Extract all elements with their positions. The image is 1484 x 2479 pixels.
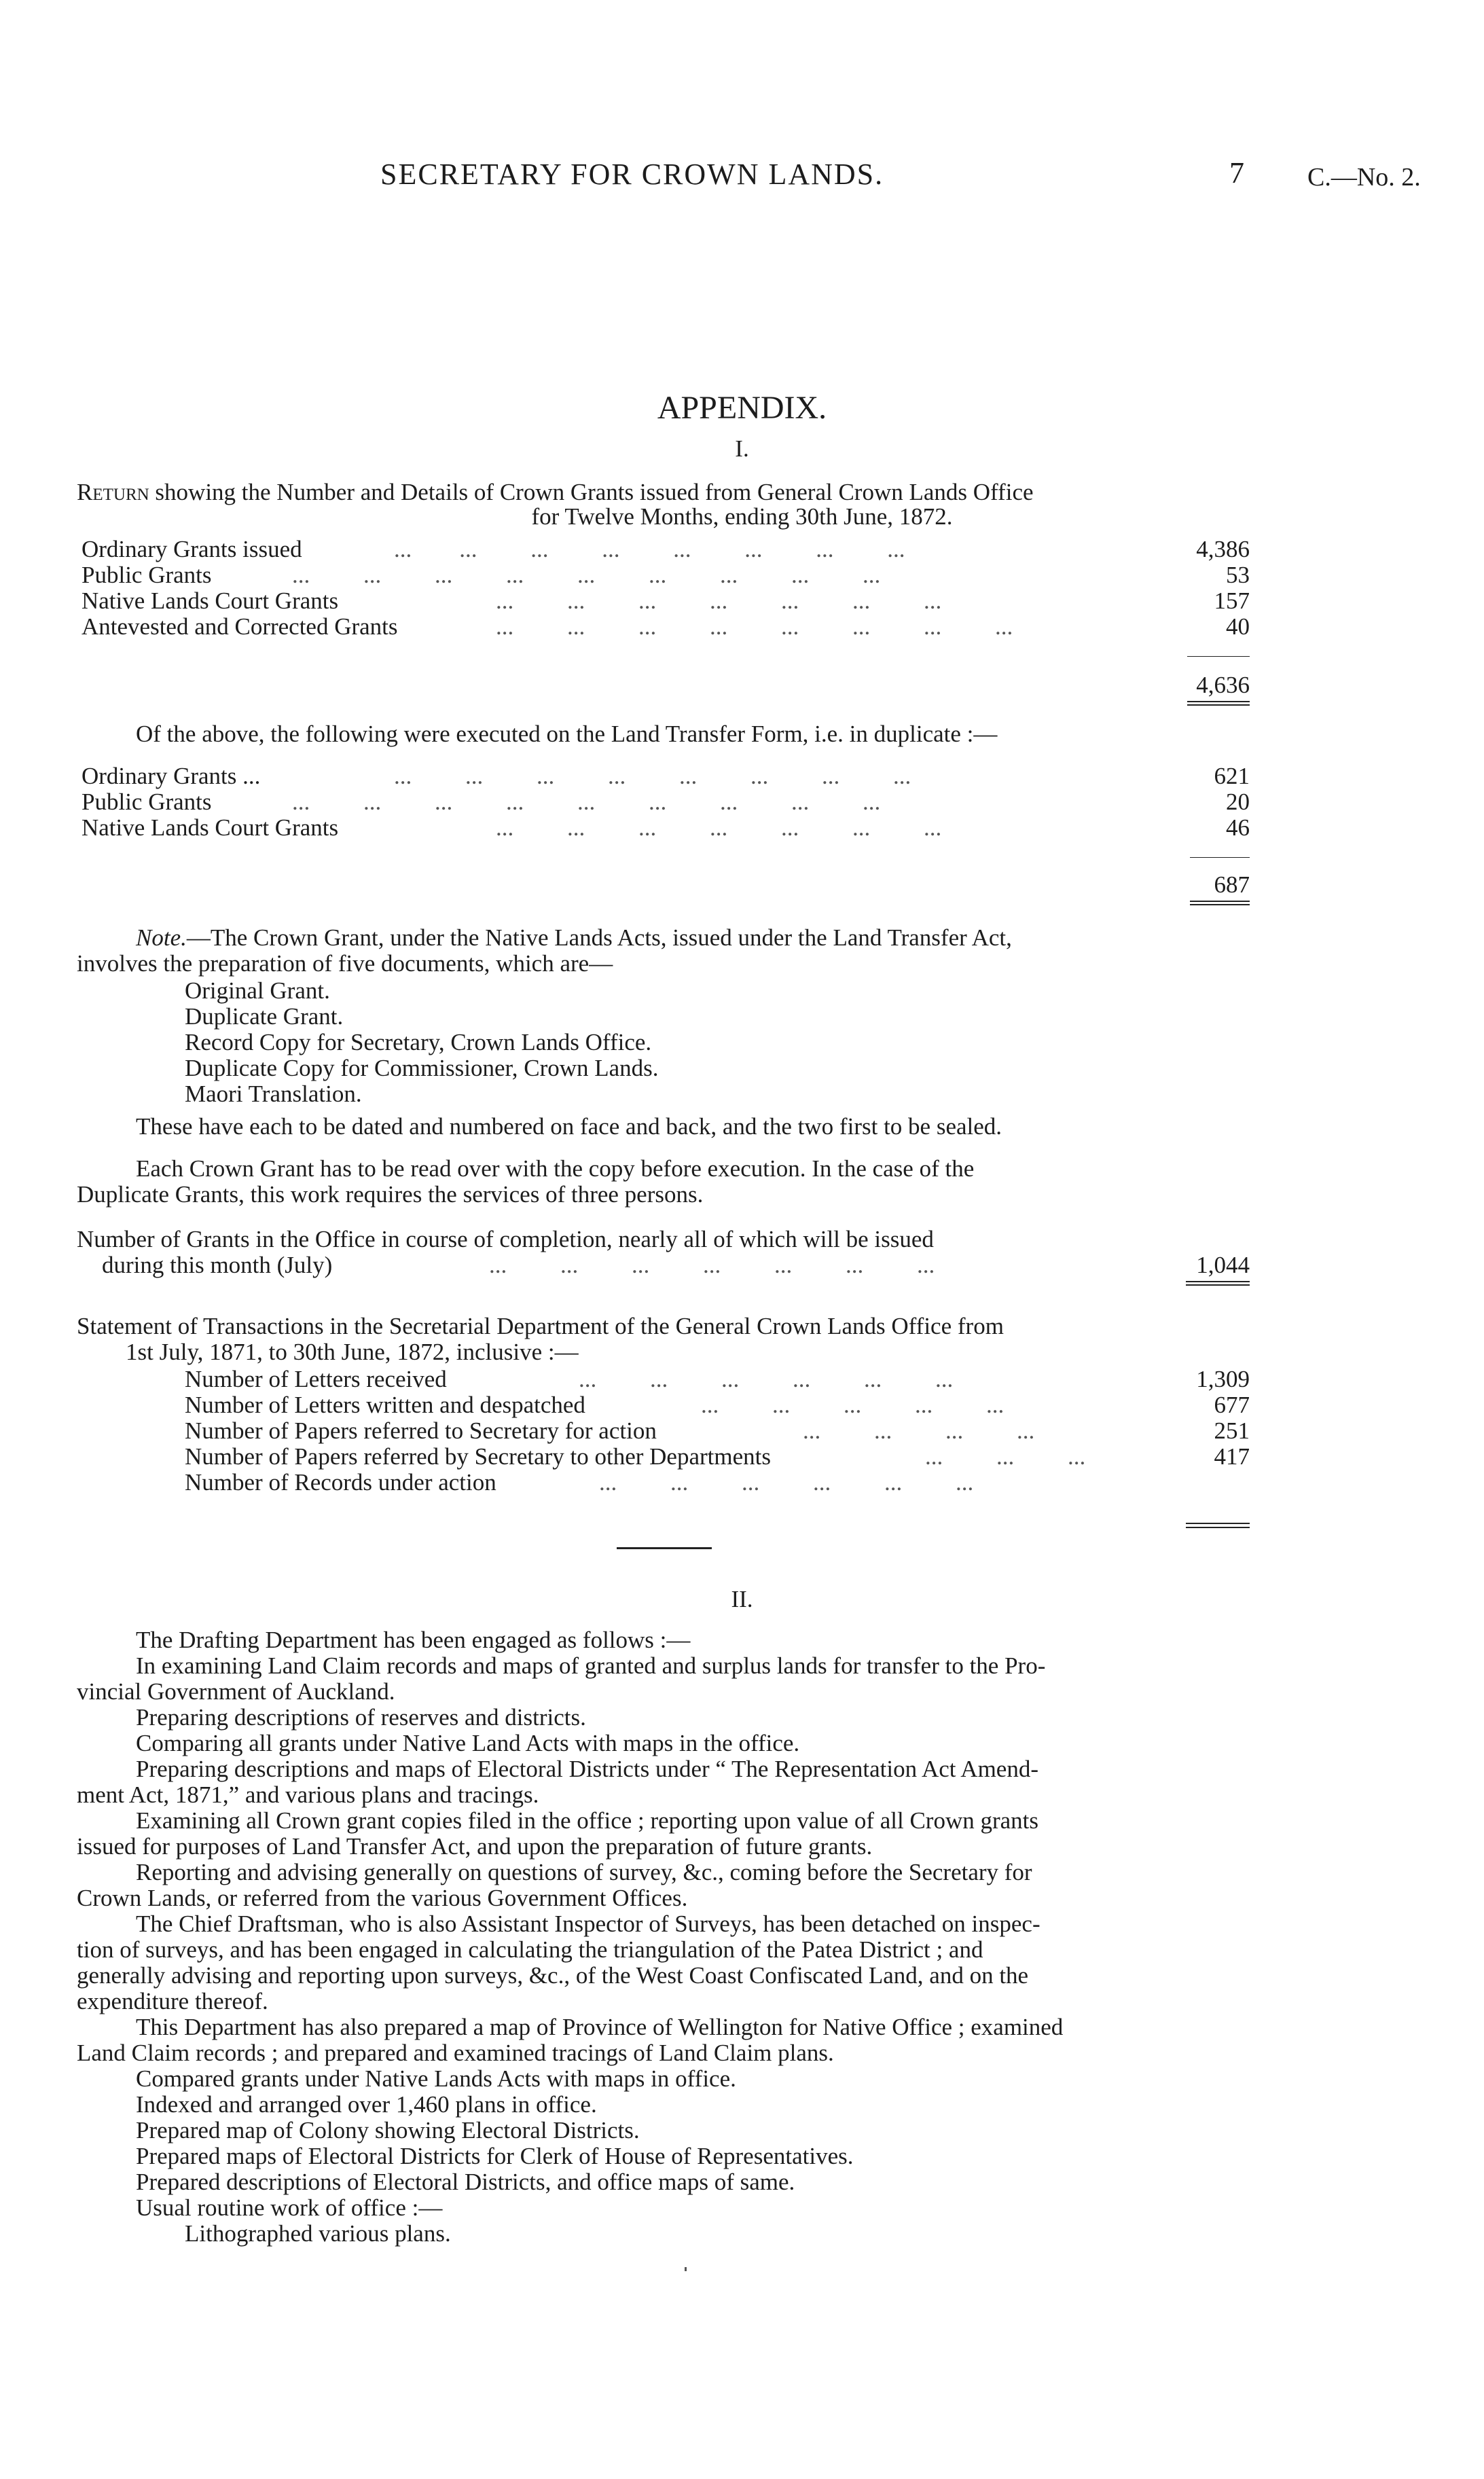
section-two-line: Land Claim records ; and prepared and examined tracings of Land Claim plans.	[77, 2040, 834, 2066]
sum-rule	[1187, 656, 1250, 657]
transactions-row: Number of Papers referred to Secretary for action ... ... ... ... 251	[185, 1417, 1250, 1444]
grants-row-value: 4,386	[1196, 536, 1250, 562]
section-two-line: Prepared descriptions of Electoral Districts, and office maps of same.	[136, 2169, 795, 2195]
transactions-row-value: 1,309	[1196, 1366, 1250, 1392]
duplicates-row-label: Ordinary Grants ...	[82, 763, 261, 789]
document-item: Original Grant.	[185, 977, 330, 1004]
section-two-numeral: II.	[731, 1586, 753, 1612]
page-number: 7	[1229, 156, 1244, 189]
in-course-row: during this month (July) ... ... ... ... ... ... ... 1,044	[102, 1252, 1250, 1278]
grants-row: Antevested and Corrected Grants ... ... ... ... ... ... ... ... 40	[82, 613, 1250, 640]
print-mark	[685, 2267, 687, 2271]
in-course-line1: Number of Grants in the Office in course of completion, nearly all of which will be issued	[77, 1226, 934, 1252]
note-text: —The Crown Grant, under the Native Lands Acts, issued under the Land Transfer Act,	[186, 924, 1012, 951]
transactions-row: Number of Letters written and despatched ... ... ... ... ... 677	[185, 1392, 1250, 1418]
section-two-line: tion of surveys, and has been engaged in calculating the triangulation of the Patea District ; and	[77, 1936, 983, 1963]
dated-text: These have each to be dated and numbered on face and back, and the two first to be sealed.	[136, 1113, 1002, 1140]
transactions-row-value: 417	[1214, 1443, 1250, 1470]
document-item: Duplicate Copy for Commissioner, Crown Lands.	[185, 1055, 659, 1081]
grants-row: Public Grants ... ... ... ... ... ... ... ... ... 53	[82, 562, 1250, 588]
duplicates-row: Native Lands Court Grants ... ... ... ... ... ... ... 46	[82, 814, 1250, 841]
read-text-line2: Duplicate Grants, this work requires the services of three persons.	[77, 1181, 704, 1208]
statement-line2: 1st July, 1871, to 30th June, 1872, inclusive :—	[126, 1339, 579, 1365]
duplicates-row-value: 46	[1226, 814, 1250, 841]
total-double-rule	[1186, 1523, 1250, 1524]
section-two-line: Comparing all grants under Native Land Acts with maps in the office.	[136, 1730, 800, 1756]
section-two-line: expenditure thereof.	[77, 1988, 268, 2014]
duplicates-row-label: Public Grants	[82, 789, 212, 815]
total-double-rule	[1186, 1527, 1250, 1528]
transactions-row-label: Number of Letters written and despatched	[185, 1392, 585, 1418]
section-two-line: This Department has also prepared a map of Province of Wellington for Native Office ; examined	[136, 2014, 1064, 2040]
return-heading-line1	[77, 479, 1248, 505]
section-two-line: The Chief Draftsman, who is also Assistant Inspector of Surveys, has been detached on inspec-	[136, 1911, 1040, 1937]
transactions-row: Number of Letters received ... ... ... ... ... ... 1,309	[185, 1366, 1250, 1392]
grants-row-label: Public Grants	[82, 562, 212, 588]
statement-line1: Statement of Transactions in the Secretarial Department of the General Crown Lands Office from	[77, 1313, 1004, 1339]
grants-row-label: Native Lands Court Grants	[82, 587, 339, 614]
transactions-row-label: Number of Records under action	[185, 1469, 496, 1496]
document-item: Duplicate Grant.	[185, 1003, 344, 1030]
duplicates-total: 687	[1214, 871, 1250, 898]
return-heading-line2: for Twelve Months, ending 30th June, 1872.	[531, 503, 953, 530]
document-item: Record Copy for Secretary, Crown Lands Office.	[185, 1029, 652, 1055]
total-double-rule	[1186, 1284, 1250, 1286]
section-two-line: Prepared maps of Electoral Districts for Clerk of House of Representatives.	[136, 2143, 854, 2169]
grants-total-row	[1155, 672, 1250, 698]
section-two-line: Preparing descriptions and maps of Electoral Districts under “ The Representation Act Amend-	[136, 1756, 1038, 1782]
grants-row-value: 53	[1226, 562, 1250, 588]
grants-row-value: 40	[1226, 613, 1250, 640]
sum-rule	[1190, 857, 1250, 858]
section-two-line: generally advising and reporting upon surveys, &c., of the West Coast Confiscated Land, and on the	[77, 1962, 1029, 1989]
section-two-line: ment Act, 1871,” and various plans and tracings.	[77, 1781, 539, 1808]
transactions-row-value: 677	[1214, 1392, 1250, 1418]
paper-reference: C.—No. 2.	[1307, 163, 1421, 192]
section-two-line: Usual routine work of office :—	[136, 2194, 443, 2221]
note-line2: involves the preparation of five documents, which are—	[77, 950, 613, 977]
transactions-row-label: Number of Papers referred by Secretary to other Departments	[185, 1443, 771, 1470]
grants-row-value: 157	[1214, 587, 1250, 614]
in-course-line2: during this month (July)	[102, 1252, 333, 1278]
section-two-line: Examining all Crown grant copies filed in the office ; reporting upon value of all Crown grants	[136, 1807, 1039, 1834]
duplicates-row: Ordinary Grants ... ... ... ... ... ... ... ... ... 621	[82, 763, 1250, 789]
return-word: Return	[77, 479, 149, 505]
section-two-line: In examining Land Claim records and maps of granted and surplus lands for transfer to the Pro-	[136, 1652, 1046, 1679]
grants-row: Native Lands Court Grants ... ... ... ... ... ... ... 157	[82, 587, 1250, 614]
total-double-rule	[1187, 701, 1250, 702]
section-two-line: vincial Government of Auckland.	[77, 1678, 395, 1705]
grants-row-label: Antevested and Corrected Grants	[82, 613, 398, 640]
note-line1	[136, 925, 1250, 951]
section-two-line: Preparing descriptions of reserves and districts.	[136, 1704, 586, 1731]
section-two-line: The Drafting Department has been engaged as follows :—	[136, 1627, 691, 1653]
document-item: Maori Translation.	[185, 1081, 362, 1107]
section-two-line: Compared grants under Native Lands Acts with maps in office.	[136, 2065, 736, 2092]
return-heading-text: showing the Number and Details of Crown Grants issued from General Crown Lands Office	[155, 479, 1034, 505]
transactions-row: Number of Records under action ... ... ... ... ... ...	[185, 1469, 974, 1496]
grants-total: 4,636	[1196, 672, 1250, 698]
section-two-line: Indexed and arranged over 1,460 plans in office.	[136, 2091, 597, 2118]
section-two-line: issued for purposes of Land Transfer Act, and upon the preparation of future grants.	[77, 1833, 873, 1860]
total-double-rule	[1187, 704, 1250, 706]
transactions-row-value: 251	[1214, 1417, 1250, 1444]
section-one-numeral: I.	[735, 435, 749, 462]
appendix-heading: APPENDIX.	[657, 390, 827, 426]
duplicates-row-value: 621	[1214, 763, 1250, 789]
duplicates-row-value: 20	[1226, 789, 1250, 815]
duplicates-total-row	[1155, 872, 1250, 898]
total-double-rule	[1190, 904, 1250, 905]
duplicate-intro: Of the above, the following were executed on the Land Transfer Form, i.e. in duplicate :—	[136, 721, 998, 747]
duplicates-row: Public Grants ... ... ... ... ... ... ... ... ... 20	[82, 789, 1250, 815]
transactions-row-label: Number of Letters received	[185, 1366, 447, 1392]
grants-row-label: Ordinary Grants issued	[82, 536, 302, 562]
read-text-line1: Each Crown Grant has to be read over with the copy before execution. In the case of the	[136, 1155, 975, 1182]
grants-row: Ordinary Grants issued ... ... ... ... ... ... ... ... 4,386	[82, 536, 1250, 562]
in-course-value: 1,044	[1196, 1252, 1250, 1278]
transactions-row-label: Number of Papers referred to Secretary for action	[185, 1417, 657, 1444]
note-label: Note.	[136, 924, 187, 951]
section-two-line: Lithographed various plans.	[185, 2220, 451, 2247]
page-header-title: SECRETARY FOR CROWN LANDS.	[380, 158, 884, 191]
duplicates-row-label: Native Lands Court Grants	[82, 814, 339, 841]
transactions-row: Number of Papers referred by Secretary to other Departments ... ... ... 417	[185, 1443, 1250, 1470]
section-two-line: Crown Lands, or referred from the various Government Offices.	[77, 1885, 688, 1911]
total-double-rule	[1190, 901, 1250, 902]
section-two-line: Prepared map of Colony showing Electoral Districts.	[136, 2117, 640, 2143]
section-two-line: Reporting and advising generally on questions of survey, &c., coming before the Secretary for	[136, 1859, 1032, 1885]
section-divider	[617, 1547, 712, 1549]
total-double-rule	[1186, 1281, 1250, 1282]
